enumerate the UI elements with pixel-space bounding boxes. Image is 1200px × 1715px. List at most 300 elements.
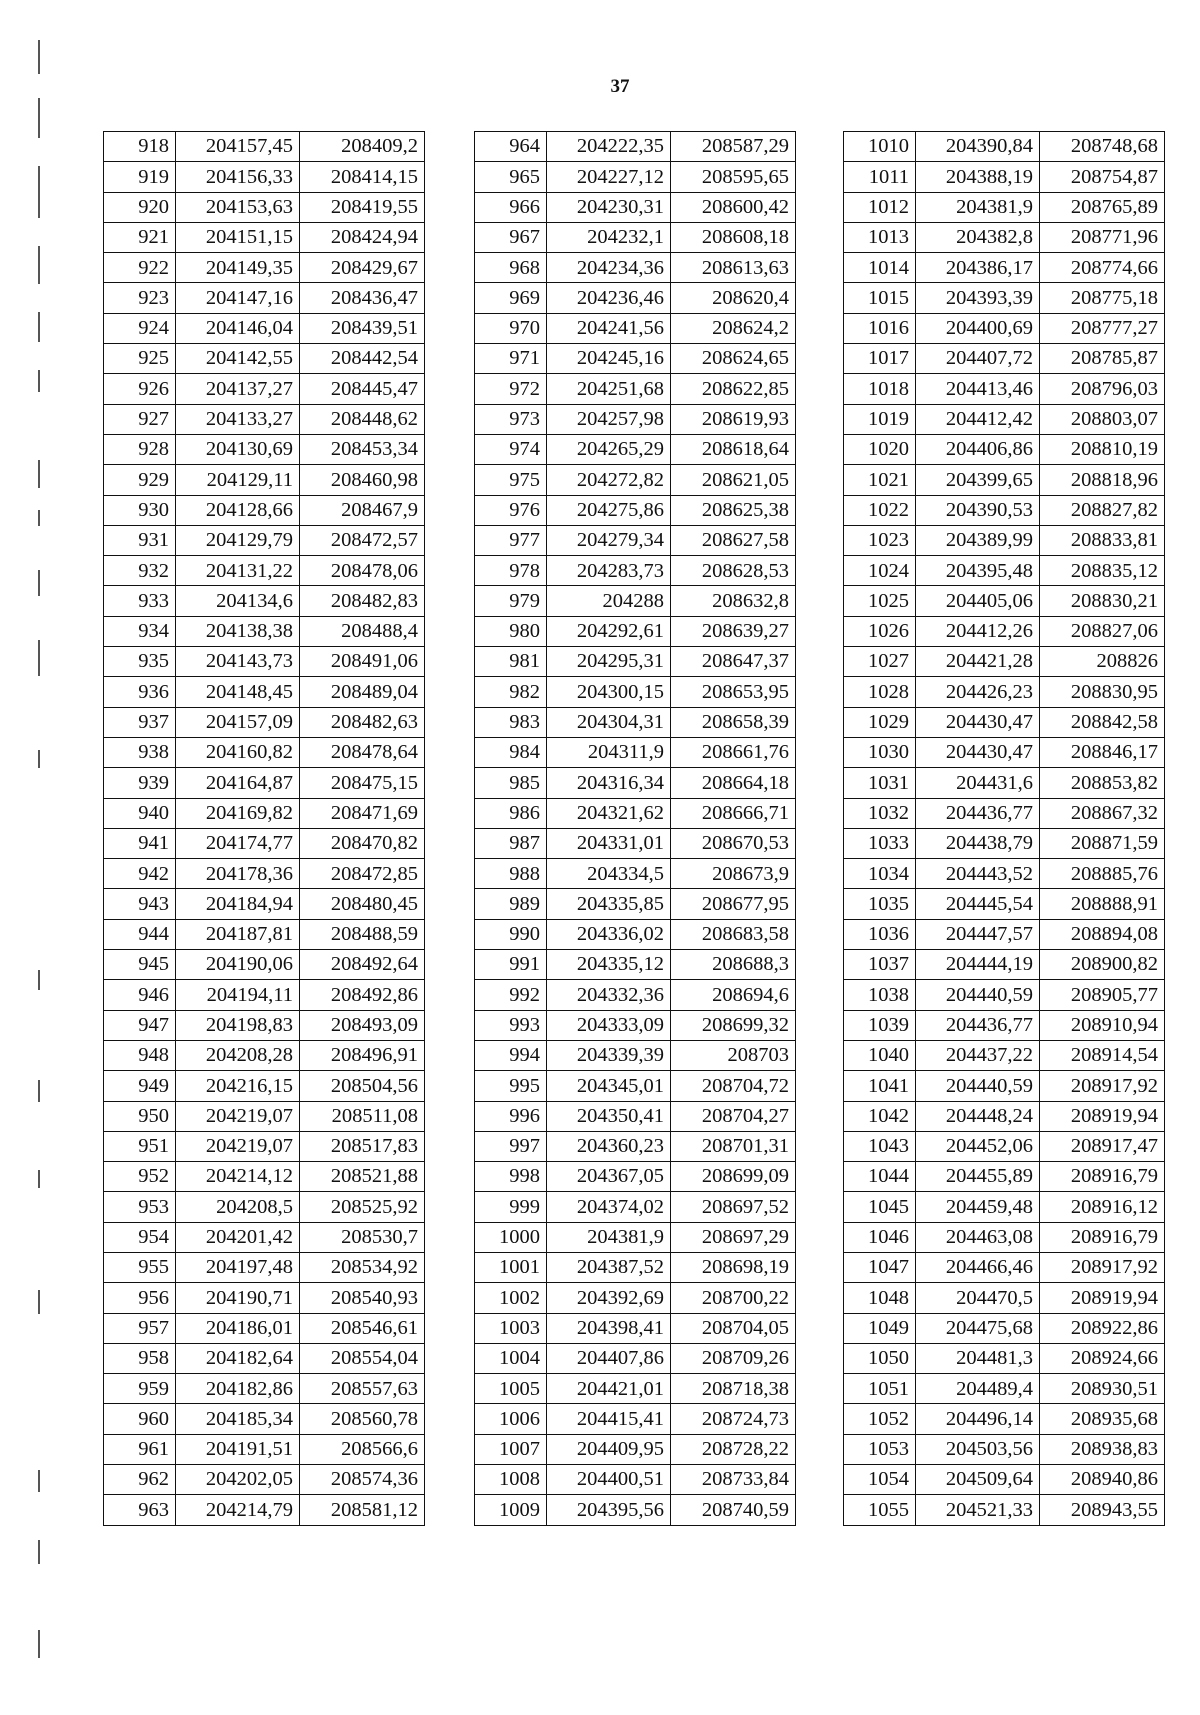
table-row [104,313,425,343]
table-row [475,737,796,767]
point-number-cell: 958 [104,1343,176,1373]
point-number-cell: 1036 [844,919,916,949]
y-coordinate-cell: 208442,54 [300,344,425,374]
x-coordinate-cell: 204339,39 [547,1040,671,1070]
table-row [104,1404,425,1434]
y-coordinate-cell: 208628,53 [671,556,796,586]
table-row [844,1465,1165,1495]
y-coordinate-cell: 208453,34 [300,434,425,464]
x-coordinate-cell: 204265,29 [547,434,671,464]
point-number-cell: 1011 [844,162,916,192]
table-row [104,677,425,707]
x-coordinate-cell: 204381,9 [547,1222,671,1252]
x-coordinate-cell: 204412,26 [916,616,1040,646]
x-coordinate-cell: 204445,54 [916,889,1040,919]
table-row [104,1252,425,1282]
table-row [475,162,796,192]
y-coordinate-cell: 208530,7 [300,1222,425,1252]
table-row [475,889,796,919]
page-number: 37 [610,76,630,97]
point-number-cell: 1015 [844,283,916,313]
y-coordinate-cell: 208574,36 [300,1465,425,1495]
point-number-cell: 982 [475,677,547,707]
table-row [844,556,1165,586]
y-coordinate-cell: 208492,64 [300,950,425,980]
x-coordinate-cell: 204160,82 [176,737,300,767]
y-coordinate-cell: 208517,83 [300,1131,425,1161]
x-coordinate-cell: 204232,1 [547,222,671,252]
x-coordinate-cell: 204184,94 [176,889,300,919]
point-number-cell: 943 [104,889,176,919]
table-row [844,889,1165,919]
point-number-cell: 1054 [844,1465,916,1495]
table-row [844,677,1165,707]
y-coordinate-cell: 208777,27 [1040,313,1165,343]
x-coordinate-cell: 204426,23 [916,677,1040,707]
point-number-cell: 1049 [844,1313,916,1343]
x-coordinate-cell: 204448,24 [916,1101,1040,1131]
x-coordinate-cell: 204360,23 [547,1131,671,1161]
y-coordinate-cell: 208842,58 [1040,707,1165,737]
point-number-cell: 999 [475,1192,547,1222]
x-coordinate-cell: 204219,07 [176,1101,300,1131]
point-number-cell: 1039 [844,1010,916,1040]
table-row [475,1343,796,1373]
x-coordinate-cell: 204149,35 [176,253,300,283]
y-coordinate-cell: 208625,38 [671,495,796,525]
x-coordinate-cell: 204406,86 [916,434,1040,464]
y-coordinate-cell: 208704,72 [671,1071,796,1101]
point-number-cell: 1013 [844,222,916,252]
y-coordinate-cell: 208491,06 [300,647,425,677]
point-number-cell: 930 [104,495,176,525]
y-coordinate-cell: 208521,88 [300,1162,425,1192]
y-coordinate-cell: 208475,15 [300,768,425,798]
x-coordinate-cell: 204133,27 [176,404,300,434]
table-row [844,1343,1165,1373]
point-number-cell: 941 [104,828,176,858]
y-coordinate-cell: 208460,98 [300,465,425,495]
point-number-cell: 967 [475,222,547,252]
y-coordinate-cell: 208439,51 [300,313,425,343]
table-row [475,1162,796,1192]
point-number-cell: 1046 [844,1222,916,1252]
table-row [475,283,796,313]
y-coordinate-cell: 208496,91 [300,1040,425,1070]
point-number-cell: 1040 [844,1040,916,1070]
x-coordinate-cell: 204335,12 [547,950,671,980]
x-coordinate-cell: 204142,55 [176,344,300,374]
y-coordinate-cell: 208525,92 [300,1192,425,1222]
x-coordinate-cell: 204430,47 [916,737,1040,767]
table-row [844,253,1165,283]
point-number-cell: 974 [475,434,547,464]
table-row [104,647,425,677]
y-coordinate-cell: 208478,64 [300,737,425,767]
point-number-cell: 970 [475,313,547,343]
y-coordinate-cell: 208718,38 [671,1374,796,1404]
point-number-cell: 1034 [844,859,916,889]
table-row [475,1313,796,1343]
point-number-cell: 969 [475,283,547,313]
table-row [104,616,425,646]
x-coordinate-cell: 204436,77 [916,798,1040,828]
table-row [104,707,425,737]
point-number-cell: 1037 [844,950,916,980]
y-coordinate-cell: 208618,64 [671,434,796,464]
x-coordinate-cell: 204407,86 [547,1343,671,1373]
y-coordinate-cell: 208445,47 [300,374,425,404]
table-row [475,344,796,374]
y-coordinate-cell: 208709,26 [671,1343,796,1373]
y-coordinate-cell: 208504,56 [300,1071,425,1101]
y-coordinate-cell: 208540,93 [300,1283,425,1313]
point-number-cell: 926 [104,374,176,404]
scan-margin-marks [38,40,42,1710]
y-coordinate-cell: 208492,86 [300,980,425,1010]
table-row [475,525,796,555]
point-number-cell: 995 [475,1071,547,1101]
point-number-cell: 986 [475,798,547,828]
table-row [844,1313,1165,1343]
point-number-cell: 959 [104,1374,176,1404]
y-coordinate-cell: 208888,91 [1040,889,1165,919]
x-coordinate-cell: 204283,73 [547,556,671,586]
table-row [844,162,1165,192]
y-coordinate-cell: 208724,73 [671,1404,796,1434]
x-coordinate-cell: 204245,16 [547,344,671,374]
x-coordinate-cell: 204227,12 [547,162,671,192]
y-coordinate-cell: 208846,17 [1040,737,1165,767]
point-number-cell: 980 [475,616,547,646]
y-coordinate-cell: 208472,57 [300,525,425,555]
y-coordinate-cell: 208608,18 [671,222,796,252]
table-row [844,768,1165,798]
x-coordinate-cell: 204415,41 [547,1404,671,1434]
point-number-cell: 977 [475,525,547,555]
y-coordinate-cell: 208653,95 [671,677,796,707]
y-coordinate-cell: 208919,94 [1040,1283,1165,1313]
table-row [844,980,1165,1010]
point-number-cell: 1000 [475,1222,547,1252]
y-coordinate-cell: 208480,45 [300,889,425,919]
point-number-cell: 1029 [844,707,916,737]
point-number-cell: 968 [475,253,547,283]
x-coordinate-cell: 204201,42 [176,1222,300,1252]
x-coordinate-cell: 204131,22 [176,556,300,586]
y-coordinate-cell: 208697,52 [671,1192,796,1222]
x-coordinate-cell: 204241,56 [547,313,671,343]
x-coordinate-cell: 204197,48 [176,1252,300,1282]
point-number-cell: 932 [104,556,176,586]
x-coordinate-cell: 204272,82 [547,465,671,495]
y-coordinate-cell: 208827,82 [1040,495,1165,525]
y-coordinate-cell: 208827,06 [1040,616,1165,646]
point-number-cell: 920 [104,192,176,222]
table-row [475,1192,796,1222]
table-row [104,859,425,889]
x-coordinate-cell: 204452,06 [916,1131,1040,1161]
y-coordinate-cell: 208595,65 [671,162,796,192]
x-coordinate-cell: 204143,73 [176,647,300,677]
x-coordinate-cell: 204335,85 [547,889,671,919]
point-number-cell: 1028 [844,677,916,707]
y-coordinate-cell: 208622,85 [671,374,796,404]
table-row [104,1313,425,1343]
y-coordinate-cell: 208774,66 [1040,253,1165,283]
y-coordinate-cell: 208673,9 [671,859,796,889]
y-coordinate-cell: 208600,42 [671,192,796,222]
y-coordinate-cell: 208620,4 [671,283,796,313]
point-number-cell: 1003 [475,1313,547,1343]
table-row [475,707,796,737]
table-row [844,647,1165,677]
x-coordinate-cell: 204395,56 [547,1495,671,1525]
y-coordinate-cell: 208914,54 [1040,1040,1165,1070]
x-coordinate-cell: 204130,69 [176,434,300,464]
y-coordinate-cell: 208670,53 [671,828,796,858]
x-coordinate-cell: 204386,17 [916,253,1040,283]
point-number-cell: 1052 [844,1404,916,1434]
y-coordinate-cell: 208472,85 [300,859,425,889]
x-coordinate-cell: 204381,9 [916,192,1040,222]
table-row [104,495,425,525]
point-number-cell: 973 [475,404,547,434]
table-row [475,1252,796,1282]
x-coordinate-cell: 204311,9 [547,737,671,767]
y-coordinate-cell: 208871,59 [1040,828,1165,858]
point-number-cell: 1006 [475,1404,547,1434]
table-row [844,132,1165,162]
x-coordinate-cell: 204134,6 [176,586,300,616]
point-number-cell: 935 [104,647,176,677]
point-number-cell: 951 [104,1131,176,1161]
x-coordinate-cell: 204399,65 [916,465,1040,495]
x-coordinate-cell: 204390,84 [916,132,1040,162]
y-coordinate-cell: 208943,55 [1040,1495,1165,1525]
x-coordinate-cell: 204398,41 [547,1313,671,1343]
y-coordinate-cell: 208700,22 [671,1283,796,1313]
x-coordinate-cell: 204455,89 [916,1162,1040,1192]
coordinates-table-2 [474,131,796,1526]
table-row [475,980,796,1010]
point-number-cell: 976 [475,495,547,525]
table-row [104,1101,425,1131]
table-row [844,1040,1165,1070]
point-number-cell: 927 [104,404,176,434]
point-number-cell: 1035 [844,889,916,919]
table-row [475,1465,796,1495]
x-coordinate-cell: 204186,01 [176,1313,300,1343]
x-coordinate-cell: 204214,12 [176,1162,300,1192]
x-coordinate-cell: 204194,11 [176,980,300,1010]
x-coordinate-cell: 204334,5 [547,859,671,889]
table-row [844,798,1165,828]
table-row [844,707,1165,737]
point-number-cell: 1007 [475,1434,547,1464]
y-coordinate-cell: 208694,6 [671,980,796,1010]
table-row [475,647,796,677]
x-coordinate-cell: 204421,01 [547,1374,671,1404]
table-row [844,1495,1165,1525]
x-coordinate-cell: 204295,31 [547,647,671,677]
x-coordinate-cell: 204190,06 [176,950,300,980]
table-row [844,1131,1165,1161]
table-row [844,344,1165,374]
y-coordinate-cell: 208666,71 [671,798,796,828]
x-coordinate-cell: 204503,56 [916,1434,1040,1464]
y-coordinate-cell: 208704,05 [671,1313,796,1343]
x-coordinate-cell: 204288 [547,586,671,616]
point-number-cell: 1017 [844,344,916,374]
point-number-cell: 1030 [844,737,916,767]
table-row [475,313,796,343]
table-row [104,1131,425,1161]
x-coordinate-cell: 204431,6 [916,768,1040,798]
point-number-cell: 1048 [844,1283,916,1313]
table-row [844,1404,1165,1434]
table-row [104,404,425,434]
table-row [475,253,796,283]
point-number-cell: 954 [104,1222,176,1252]
table-row [475,1434,796,1464]
y-coordinate-cell: 208424,94 [300,222,425,252]
table-row [104,1040,425,1070]
y-coordinate-cell: 208554,04 [300,1343,425,1373]
point-number-cell: 960 [104,1404,176,1434]
table-row [844,495,1165,525]
table-row [844,222,1165,252]
y-coordinate-cell: 208699,32 [671,1010,796,1040]
x-coordinate-cell: 204182,64 [176,1343,300,1373]
point-number-cell: 938 [104,737,176,767]
table-row [475,495,796,525]
x-coordinate-cell: 204336,02 [547,919,671,949]
x-coordinate-cell: 204440,59 [916,980,1040,1010]
point-number-cell: 956 [104,1283,176,1313]
x-coordinate-cell: 204400,51 [547,1465,671,1495]
table-row [844,1162,1165,1192]
x-coordinate-cell: 204146,04 [176,313,300,343]
point-number-cell: 991 [475,950,547,980]
y-coordinate-cell: 208810,19 [1040,434,1165,464]
point-number-cell: 992 [475,980,547,1010]
y-coordinate-cell: 208482,83 [300,586,425,616]
y-coordinate-cell: 208917,92 [1040,1071,1165,1101]
y-coordinate-cell: 208916,12 [1040,1192,1165,1222]
y-coordinate-cell: 208900,82 [1040,950,1165,980]
table-row [844,1192,1165,1222]
x-coordinate-cell: 204129,11 [176,465,300,495]
point-number-cell: 987 [475,828,547,858]
y-coordinate-cell: 208467,9 [300,495,425,525]
y-coordinate-cell: 208867,32 [1040,798,1165,828]
x-coordinate-cell: 204234,36 [547,253,671,283]
point-number-cell: 965 [475,162,547,192]
point-number-cell: 924 [104,313,176,343]
point-number-cell: 923 [104,283,176,313]
point-number-cell: 1024 [844,556,916,586]
x-coordinate-cell: 204350,41 [547,1101,671,1131]
y-coordinate-cell: 208728,22 [671,1434,796,1464]
point-number-cell: 985 [475,768,547,798]
y-coordinate-cell: 208414,15 [300,162,425,192]
x-coordinate-cell: 204333,09 [547,1010,671,1040]
y-coordinate-cell: 208624,2 [671,313,796,343]
table-row [844,192,1165,222]
table-row [475,1404,796,1434]
x-coordinate-cell: 204156,33 [176,162,300,192]
y-coordinate-cell: 208624,65 [671,344,796,374]
table-row [104,1222,425,1252]
x-coordinate-cell: 204147,16 [176,283,300,313]
y-coordinate-cell: 208754,87 [1040,162,1165,192]
point-number-cell: 983 [475,707,547,737]
table-row [475,465,796,495]
y-coordinate-cell: 208826 [1040,647,1165,677]
point-number-cell: 957 [104,1313,176,1343]
table-row [475,798,796,828]
y-coordinate-cell: 208478,06 [300,556,425,586]
x-coordinate-cell: 204216,15 [176,1071,300,1101]
point-number-cell: 1043 [844,1131,916,1161]
point-number-cell: 1027 [844,647,916,677]
y-coordinate-cell: 208621,05 [671,465,796,495]
x-coordinate-cell: 204421,28 [916,647,1040,677]
x-coordinate-cell: 204389,99 [916,525,1040,555]
x-coordinate-cell: 204388,19 [916,162,1040,192]
table-row [475,1222,796,1252]
x-coordinate-cell: 204481,3 [916,1343,1040,1373]
point-number-cell: 939 [104,768,176,798]
point-number-cell: 1018 [844,374,916,404]
table-row [844,828,1165,858]
y-coordinate-cell: 208688,3 [671,950,796,980]
y-coordinate-cell: 208775,18 [1040,283,1165,313]
x-coordinate-cell: 204407,72 [916,344,1040,374]
y-coordinate-cell: 208566,6 [300,1434,425,1464]
x-coordinate-cell: 204331,01 [547,828,671,858]
x-coordinate-cell: 204447,57 [916,919,1040,949]
point-number-cell: 947 [104,1010,176,1040]
y-coordinate-cell: 208647,37 [671,647,796,677]
y-coordinate-cell: 208546,61 [300,1313,425,1343]
point-number-cell: 998 [475,1162,547,1192]
table-row [104,253,425,283]
y-coordinate-cell: 208733,84 [671,1465,796,1495]
x-coordinate-cell: 204137,27 [176,374,300,404]
x-coordinate-cell: 204157,09 [176,707,300,737]
table-row [844,283,1165,313]
y-coordinate-cell: 208905,77 [1040,980,1165,1010]
y-coordinate-cell: 208560,78 [300,1404,425,1434]
y-coordinate-cell: 208448,62 [300,404,425,434]
table-row [475,1010,796,1040]
y-coordinate-cell: 208587,29 [671,132,796,162]
x-coordinate-cell: 204405,06 [916,586,1040,616]
table-row [475,1495,796,1525]
table-row [844,919,1165,949]
point-number-cell: 949 [104,1071,176,1101]
table-row [104,525,425,555]
y-coordinate-cell: 208803,07 [1040,404,1165,434]
x-coordinate-cell: 204395,48 [916,556,1040,586]
table-row [844,1010,1165,1040]
point-number-cell: 1031 [844,768,916,798]
table-row [844,950,1165,980]
y-coordinate-cell: 208409,2 [300,132,425,162]
point-number-cell: 1033 [844,828,916,858]
